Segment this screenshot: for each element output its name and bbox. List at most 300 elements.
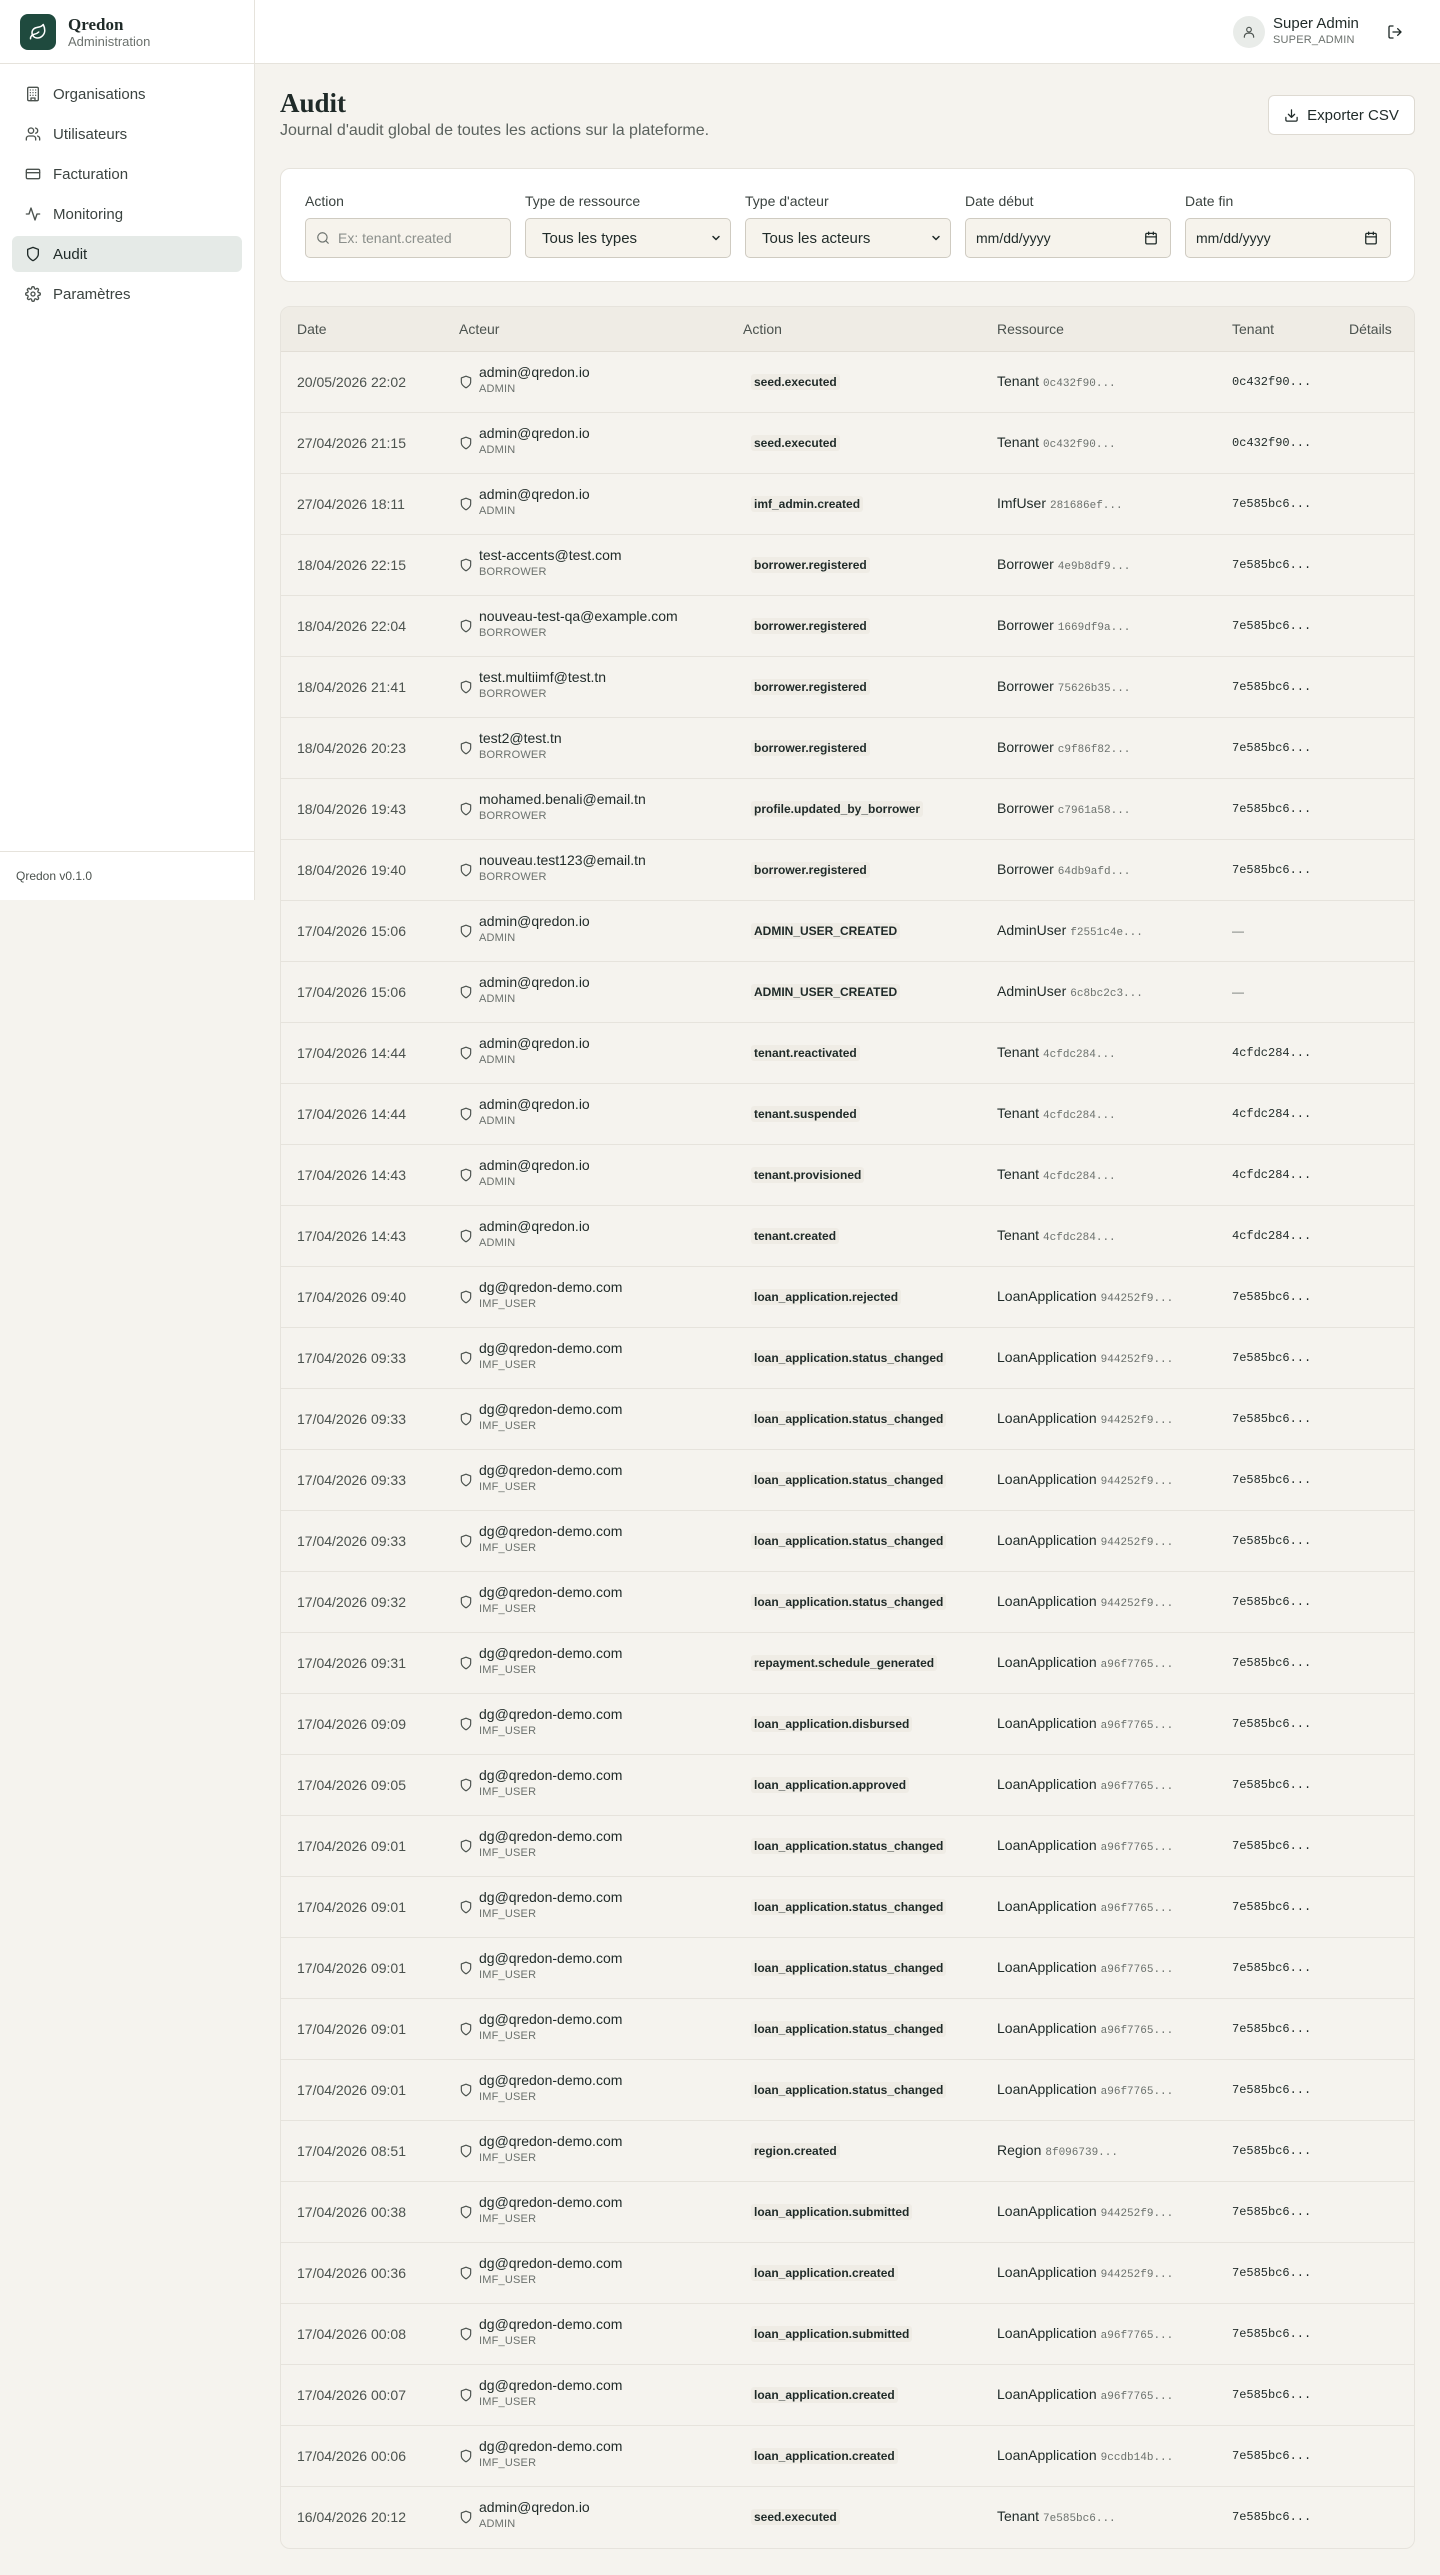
row-tenant: — xyxy=(1232,985,1244,999)
row-actor: dg@qredon-demo.com xyxy=(479,1767,623,1783)
column-header-resource[interactable]: Ressource xyxy=(997,321,1064,337)
filter-resource-type-label: Type de ressource xyxy=(525,193,641,209)
filter-action xyxy=(305,193,511,258)
shield-icon xyxy=(459,2388,473,2402)
row-resource-type: LoanApplication xyxy=(997,2325,1097,2341)
row-date: 27/04/2026 18:11 xyxy=(297,496,405,512)
row-resource-id: 9ccdb14b... xyxy=(1100,2452,1174,2464)
table-row[interactable] xyxy=(281,1084,1414,1145)
row-actor-role: IMF_USER xyxy=(479,1908,537,1920)
date-start-placeholder: mm/dd/yyyy xyxy=(976,230,1051,246)
table-row[interactable] xyxy=(281,840,1414,901)
row-resource-id: 944252f9... xyxy=(1100,2208,1174,2220)
table-row[interactable] xyxy=(281,1633,1414,1694)
row-actor: test.multiimf@test.tn xyxy=(479,669,607,685)
row-resource xyxy=(997,556,1130,573)
shield-icon xyxy=(459,2510,473,2524)
table-row[interactable] xyxy=(281,596,1414,657)
row-actor: dg@qredon-demo.com xyxy=(479,2011,623,2027)
row-actor-role: BORROWER xyxy=(479,688,547,700)
row-resource-type: Borrower xyxy=(997,739,1054,755)
row-date: 17/04/2026 00:07 xyxy=(297,2387,406,2403)
filter-actor-type-label: Type d'acteur xyxy=(745,193,829,209)
row-actor-role: ADMIN xyxy=(479,1237,516,1249)
brand[interactable] xyxy=(0,0,254,64)
row-resource-id: 944252f9... xyxy=(1100,2269,1174,2281)
table-row[interactable] xyxy=(281,1999,1414,2060)
row-action: imf_admin.created xyxy=(751,496,863,512)
row-resource xyxy=(997,2264,1173,2281)
table-row[interactable] xyxy=(281,1938,1414,1999)
row-date: 17/04/2026 09:31 xyxy=(297,1655,406,1671)
chevron-down-icon xyxy=(710,232,722,244)
row-resource-type: Borrower xyxy=(997,800,1054,816)
row-action: loan_application.status_changed xyxy=(751,1899,946,1915)
table-row[interactable] xyxy=(281,779,1414,840)
row-resource-id: a96f7765... xyxy=(1100,2086,1174,2098)
row-resource-id: a96f7765... xyxy=(1100,1964,1174,1976)
row-action: loan_application.status_changed xyxy=(751,2082,946,2098)
shield-icon xyxy=(459,1595,473,1609)
row-actor: admin@qredon.io xyxy=(479,425,590,441)
user-role: SUPER_ADMIN xyxy=(1273,34,1355,46)
row-actor-role: IMF_USER xyxy=(479,1847,537,1859)
row-action: loan_application.submitted xyxy=(751,2204,912,2220)
table-row[interactable] xyxy=(281,1328,1414,1389)
sidebar-item-label: Paramètres xyxy=(53,285,131,303)
row-resource xyxy=(997,1166,1116,1183)
row-resource-type: Region xyxy=(997,2142,1042,2158)
sidebar-item-label: Facturation xyxy=(53,165,129,183)
actor-type-value: Tous les acteurs xyxy=(762,229,871,247)
row-tenant: 7e585bc6... xyxy=(1232,863,1312,877)
app-version: Qredon v0.1.0 xyxy=(0,851,254,900)
row-action: seed.executed xyxy=(751,2509,840,2525)
row-tenant: 4cfdc284... xyxy=(1232,1168,1312,1182)
shield-icon xyxy=(459,2449,473,2463)
search-icon xyxy=(316,231,330,245)
row-resource-id: a96f7765... xyxy=(1100,1903,1174,1915)
row-action: tenant.suspended xyxy=(751,1106,860,1122)
row-action: borrower.registered xyxy=(751,557,870,573)
row-actor: dg@qredon-demo.com xyxy=(479,1584,623,1600)
row-tenant: 7e585bc6... xyxy=(1232,802,1312,816)
row-resource-id: c7961a58... xyxy=(1057,805,1131,817)
row-resource-type: Tenant xyxy=(997,1044,1040,1060)
row-tenant: 0c432f90... xyxy=(1232,375,1312,389)
sidebar xyxy=(0,0,255,900)
row-resource xyxy=(997,2020,1173,2037)
row-resource xyxy=(997,1227,1116,1244)
table-row[interactable] xyxy=(281,2365,1414,2426)
row-actor: mohamed.benali@email.tn xyxy=(479,791,646,807)
table-row[interactable] xyxy=(281,2182,1414,2243)
row-actor: dg@qredon-demo.com xyxy=(479,1950,623,1966)
filter-action-label: Action xyxy=(305,193,344,209)
table-body xyxy=(281,352,1414,2548)
row-actor: dg@qredon-demo.com xyxy=(479,1523,623,1539)
shield-icon xyxy=(459,863,473,877)
row-date: 17/04/2026 14:44 xyxy=(297,1045,406,1061)
row-actor: dg@qredon-demo.com xyxy=(479,2133,623,2149)
row-resource-type: LoanApplication xyxy=(997,1837,1097,1853)
row-date: 17/04/2026 09:33 xyxy=(297,1350,406,1366)
table-row[interactable] xyxy=(281,657,1414,718)
row-date: 17/04/2026 09:01 xyxy=(297,1960,406,1976)
sidebar-item-facturation[interactable] xyxy=(12,156,242,192)
row-resource-id: c9f86f82... xyxy=(1057,744,1131,756)
row-tenant: 7e585bc6... xyxy=(1232,619,1312,633)
row-resource xyxy=(997,1105,1116,1122)
row-actor-role: IMF_USER xyxy=(479,1603,537,1615)
row-action: tenant.created xyxy=(751,1228,839,1244)
row-actor: dg@qredon-demo.com xyxy=(479,2438,623,2454)
row-actor: admin@qredon.io xyxy=(479,364,590,380)
table-row[interactable] xyxy=(281,1267,1414,1328)
table-header xyxy=(281,307,1414,352)
chevron-down-icon xyxy=(930,232,942,244)
filter-date-start xyxy=(965,193,1171,258)
row-actor: dg@qredon-demo.com xyxy=(479,2255,623,2271)
row-action: loan_application.status_changed xyxy=(751,1411,946,1427)
row-date: 17/04/2026 00:06 xyxy=(297,2448,406,2464)
sidebar-item-utilisateurs[interactable] xyxy=(12,116,242,152)
row-resource xyxy=(997,1654,1173,1671)
table-row[interactable] xyxy=(281,901,1414,962)
row-action: loan_application.status_changed xyxy=(751,1472,946,1488)
row-resource-type: ImfUser xyxy=(997,495,1046,511)
row-tenant: 7e585bc6... xyxy=(1232,497,1312,511)
row-date: 17/04/2026 15:06 xyxy=(297,923,406,939)
row-actor-role: IMF_USER xyxy=(479,1420,537,1432)
table-row[interactable] xyxy=(281,1023,1414,1084)
row-resource-type: LoanApplication xyxy=(997,1898,1097,1914)
row-resource-id: a96f7765... xyxy=(1100,1842,1174,1854)
row-resource-type: LoanApplication xyxy=(997,1288,1097,1304)
row-date: 18/04/2026 20:23 xyxy=(297,740,406,756)
row-actor-role: BORROWER xyxy=(479,627,547,639)
shield-icon xyxy=(459,436,473,450)
shield-icon xyxy=(459,741,473,755)
row-tenant: 7e585bc6... xyxy=(1232,2449,1312,2463)
table-row[interactable] xyxy=(281,2304,1414,2365)
row-actor-role: IMF_USER xyxy=(479,1298,537,1310)
shield-icon xyxy=(459,985,473,999)
row-actor-role: IMF_USER xyxy=(479,1664,537,1676)
row-tenant: 7e585bc6... xyxy=(1232,1900,1312,1914)
row-resource-type: Borrower xyxy=(997,678,1054,694)
row-resource-id: 4cfdc284... xyxy=(1043,1232,1116,1244)
row-resource xyxy=(997,2081,1173,2098)
row-resource-id: 7e585bc6... xyxy=(1043,2513,1116,2525)
row-resource-id: 4cfdc284... xyxy=(1043,1110,1116,1122)
row-actor-role: IMF_USER xyxy=(479,2030,537,2042)
user-name: Super Admin xyxy=(1273,15,1359,32)
row-actor-role: IMF_USER xyxy=(479,2152,537,2164)
row-actor-role: IMF_USER xyxy=(479,1542,537,1554)
row-resource-id: 1669df9a... xyxy=(1057,622,1131,634)
filter-actor-type xyxy=(745,193,951,258)
row-tenant: 7e585bc6... xyxy=(1232,2388,1312,2402)
table-row[interactable] xyxy=(281,535,1414,596)
sidebar-item-parametres[interactable] xyxy=(12,276,242,312)
row-resource xyxy=(997,1471,1173,1488)
row-actor-role: IMF_USER xyxy=(479,1481,537,1493)
filter-date-end xyxy=(1185,193,1391,258)
row-resource-type: LoanApplication xyxy=(997,2081,1097,2097)
row-resource-type: Borrower xyxy=(997,617,1054,633)
building-icon xyxy=(25,86,41,102)
row-resource-id: 4cfdc284... xyxy=(1043,1171,1116,1183)
date-end-input[interactable] xyxy=(1185,218,1391,258)
table-row[interactable] xyxy=(281,2487,1414,2548)
row-resource-type: Tenant xyxy=(997,434,1040,450)
sidebar-nav xyxy=(0,64,254,328)
row-date: 17/04/2026 15:06 xyxy=(297,984,406,1000)
row-resource-id: a96f7765... xyxy=(1100,2391,1174,2403)
row-resource xyxy=(997,1044,1116,1061)
row-action: loan_application.submitted xyxy=(751,2326,912,2342)
row-actor-role: ADMIN xyxy=(479,505,516,517)
row-actor-role: IMF_USER xyxy=(479,2396,537,2408)
shield-icon xyxy=(459,2327,473,2341)
calendar-icon[interactable] xyxy=(1364,231,1378,245)
export-csv-button[interactable] xyxy=(1268,95,1415,135)
row-date: 17/04/2026 00:08 xyxy=(297,2326,406,2342)
row-tenant: 7e585bc6... xyxy=(1232,2266,1312,2280)
row-actor: test2@test.tn xyxy=(479,730,562,746)
row-actor: admin@qredon.io xyxy=(479,1218,590,1234)
row-date: 20/05/2026 22:02 xyxy=(297,374,406,390)
row-action: loan_application.created xyxy=(751,2448,898,2464)
row-resource-type: Borrower xyxy=(997,861,1054,877)
shield-icon xyxy=(459,1412,473,1426)
row-resource-type: LoanApplication xyxy=(997,1959,1097,1975)
row-tenant: 7e585bc6... xyxy=(1232,1351,1312,1365)
row-resource xyxy=(997,1593,1173,1610)
table-row[interactable] xyxy=(281,1572,1414,1633)
table-row[interactable] xyxy=(281,1511,1414,1572)
table-row[interactable] xyxy=(281,413,1414,474)
table-row[interactable] xyxy=(281,2426,1414,2487)
row-tenant: 7e585bc6... xyxy=(1232,558,1312,572)
row-resource xyxy=(997,678,1130,695)
row-resource-id: 944252f9... xyxy=(1100,1415,1174,1427)
row-date: 17/04/2026 09:33 xyxy=(297,1472,406,1488)
row-tenant: 7e585bc6... xyxy=(1232,680,1312,694)
table-row[interactable] xyxy=(281,474,1414,535)
row-resource xyxy=(997,1959,1173,1976)
column-header-actor[interactable]: Acteur xyxy=(459,321,500,337)
table-row[interactable] xyxy=(281,962,1414,1023)
calendar-icon[interactable] xyxy=(1144,231,1158,245)
row-resource-type: LoanApplication xyxy=(997,1776,1097,1792)
shield-icon xyxy=(459,1839,473,1853)
table-row[interactable] xyxy=(281,2121,1414,2182)
row-action: borrower.registered xyxy=(751,740,870,756)
row-resource-id: 944252f9... xyxy=(1100,1537,1174,1549)
shield-icon xyxy=(459,1290,473,1304)
sidebar-item-label: Audit xyxy=(53,245,88,263)
table-row[interactable] xyxy=(281,352,1414,413)
table-row[interactable] xyxy=(281,1145,1414,1206)
row-actor-role: ADMIN xyxy=(479,1176,516,1188)
row-action: ADMIN_USER_CREATED xyxy=(751,923,900,939)
row-action: seed.executed xyxy=(751,374,840,390)
row-resource-id: 944252f9... xyxy=(1100,1598,1174,1610)
shield-icon xyxy=(459,1107,473,1121)
column-header-details[interactable]: Détails xyxy=(1349,321,1392,337)
row-actor-role: ADMIN xyxy=(479,1115,516,1127)
row-resource-type: Tenant xyxy=(997,2508,1040,2524)
row-tenant: 7e585bc6... xyxy=(1232,1473,1312,1487)
row-tenant: 7e585bc6... xyxy=(1232,1412,1312,1426)
row-resource xyxy=(997,2386,1173,2403)
row-tenant: 7e585bc6... xyxy=(1232,2022,1312,2036)
row-tenant: 7e585bc6... xyxy=(1232,2510,1312,2524)
actor-type-select[interactable] xyxy=(745,218,951,258)
row-resource xyxy=(997,1898,1173,1915)
row-resource xyxy=(997,1776,1173,1793)
download-icon xyxy=(1284,108,1299,123)
row-actor-role: IMF_USER xyxy=(479,1725,537,1737)
row-date: 17/04/2026 00:36 xyxy=(297,2265,406,2281)
row-resource xyxy=(997,983,1143,1000)
row-resource xyxy=(997,434,1116,451)
row-action: tenant.reactivated xyxy=(751,1045,860,1061)
row-tenant: 7e585bc6... xyxy=(1232,1290,1312,1304)
row-actor: admin@qredon.io xyxy=(479,1096,590,1112)
shield-icon xyxy=(459,1717,473,1731)
sidebar-item-label: Utilisateurs xyxy=(53,125,128,143)
row-resource-type: Tenant xyxy=(997,1105,1040,1121)
row-resource xyxy=(997,922,1143,939)
row-actor-role: IMF_USER xyxy=(479,1969,537,1981)
row-action: borrower.registered xyxy=(751,862,870,878)
filters-panel xyxy=(280,168,1415,282)
row-resource-type: AdminUser xyxy=(997,983,1067,999)
shield-icon xyxy=(459,2144,473,2158)
row-resource-id: a96f7765... xyxy=(1100,1659,1174,1671)
row-resource-type: LoanApplication xyxy=(997,1532,1097,1548)
row-tenant: 4cfdc284... xyxy=(1232,1046,1312,1060)
sidebar-item-label: Monitoring xyxy=(53,205,124,223)
shield-icon xyxy=(459,924,473,938)
shield-icon xyxy=(459,2205,473,2219)
row-actor-role: BORROWER xyxy=(479,871,547,883)
table-row[interactable] xyxy=(281,2243,1414,2304)
brand-name: Qredon xyxy=(68,14,124,34)
shield-icon xyxy=(459,2022,473,2036)
sidebar-item-monitoring[interactable] xyxy=(12,196,242,232)
row-actor-role: ADMIN xyxy=(479,444,516,456)
logout-button[interactable] xyxy=(1385,22,1405,42)
sidebar-item-label: Organisations xyxy=(53,85,146,103)
row-actor: dg@qredon-demo.com xyxy=(479,1645,623,1661)
page-title: Audit xyxy=(280,88,347,118)
row-resource-id: 0c432f90... xyxy=(1043,439,1116,451)
shield-icon xyxy=(25,246,41,262)
shield-icon xyxy=(459,2266,473,2280)
column-header-tenant[interactable]: Tenant xyxy=(1232,321,1275,337)
table-row[interactable] xyxy=(281,1755,1414,1816)
row-date: 17/04/2026 09:40 xyxy=(297,1289,406,1305)
date-start-input[interactable] xyxy=(965,218,1171,258)
row-resource xyxy=(997,617,1130,634)
table-row[interactable] xyxy=(281,1450,1414,1511)
shield-icon xyxy=(459,1046,473,1060)
table-row[interactable] xyxy=(281,1877,1414,1938)
row-tenant: 7e585bc6... xyxy=(1232,1778,1312,1792)
row-actor: dg@qredon-demo.com xyxy=(479,1401,623,1417)
table-row[interactable] xyxy=(281,1206,1414,1267)
row-resource xyxy=(997,373,1116,390)
leaf-icon xyxy=(20,14,56,50)
resource-type-select[interactable] xyxy=(525,218,731,258)
row-resource-type: LoanApplication xyxy=(997,1349,1097,1365)
table-row[interactable] xyxy=(281,1389,1414,1450)
filter-date-end-label: Date fin xyxy=(1185,193,1234,209)
sidebar-item-organisations[interactable] xyxy=(12,76,242,112)
row-actor-role: ADMIN xyxy=(479,2518,516,2530)
row-actor-role: ADMIN xyxy=(479,1054,516,1066)
row-date: 18/04/2026 22:15 xyxy=(297,557,406,573)
shield-icon xyxy=(459,1473,473,1487)
row-actor-role: ADMIN xyxy=(479,383,516,395)
row-actor-role: IMF_USER xyxy=(479,2457,537,2469)
row-actor-role: BORROWER xyxy=(479,749,547,761)
row-tenant: 7e585bc6... xyxy=(1232,2083,1312,2097)
row-resource xyxy=(997,2325,1173,2342)
row-resource xyxy=(997,739,1130,756)
action-search-input[interactable] xyxy=(305,218,511,258)
row-actor: dg@qredon-demo.com xyxy=(479,2377,623,2393)
table-row[interactable] xyxy=(281,2060,1414,2121)
row-resource xyxy=(997,1410,1173,1427)
row-date: 18/04/2026 21:41 xyxy=(297,679,406,695)
row-tenant: 7e585bc6... xyxy=(1232,1656,1312,1670)
row-date: 18/04/2026 22:04 xyxy=(297,618,406,634)
export-csv-label: Exporter CSV xyxy=(1307,106,1399,124)
table-row[interactable] xyxy=(281,1694,1414,1755)
row-action: repayment.schedule_generated xyxy=(751,1655,937,1671)
row-date: 17/04/2026 09:33 xyxy=(297,1411,406,1427)
row-action: loan_application.status_changed xyxy=(751,2021,946,2037)
sidebar-item-audit[interactable] xyxy=(12,236,242,272)
user-icon xyxy=(1242,25,1256,39)
row-actor: dg@qredon-demo.com xyxy=(479,1279,623,1295)
table-row[interactable] xyxy=(281,718,1414,779)
row-actor-role: ADMIN xyxy=(479,993,516,1005)
row-actor: admin@qredon.io xyxy=(479,1035,590,1051)
row-actor: admin@qredon.io xyxy=(479,486,590,502)
table-row[interactable] xyxy=(281,1816,1414,1877)
row-resource-type: LoanApplication xyxy=(997,2020,1097,2036)
shield-icon xyxy=(459,2083,473,2097)
row-date: 17/04/2026 00:38 xyxy=(297,2204,406,2220)
column-header-date[interactable]: Date xyxy=(297,321,327,337)
row-resource-type: AdminUser xyxy=(997,922,1067,938)
row-actor-role: IMF_USER xyxy=(479,2274,537,2286)
row-resource-id: a96f7765... xyxy=(1100,1720,1174,1732)
row-tenant: 4cfdc284... xyxy=(1232,1229,1312,1243)
row-action: loan_application.created xyxy=(751,2387,898,2403)
filter-resource-type xyxy=(525,193,731,258)
column-header-action[interactable]: Action xyxy=(743,321,782,337)
row-resource xyxy=(997,1837,1173,1854)
avatar[interactable] xyxy=(1233,16,1265,48)
shield-icon xyxy=(459,1534,473,1548)
